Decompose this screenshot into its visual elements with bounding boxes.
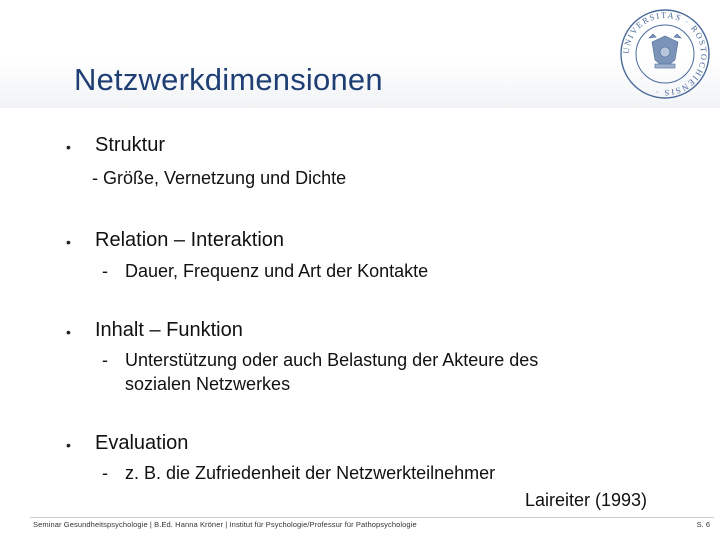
bullet-heading-inhalt: Inhalt – Funktion xyxy=(95,319,243,341)
citation: Laireiter (1993) xyxy=(524,490,647,510)
svg-text:UNIVERSITAS · ROSTOCHIENSIS ·: UNIVERSITAS · ROSTOCHIENSIS · xyxy=(620,9,710,99)
bullet-sub-struktur: - Größe, Vernetzung und Dichte xyxy=(92,168,347,188)
bullet-marker: • xyxy=(66,139,71,155)
bullet-sub-relation: Dauer, Frequenz und Art der Kontakte xyxy=(125,261,429,281)
sub-dash: - xyxy=(102,350,108,370)
bullet-heading-evaluation: Evaluation xyxy=(95,432,189,454)
university-seal-logo xyxy=(619,8,711,100)
bullet-marker: • xyxy=(66,234,71,250)
footer-divider xyxy=(30,517,714,518)
bullet-heading-relation: Relation – Interaktion xyxy=(95,229,285,251)
bullet-sub-inhalt-line1: Unterstützung oder auch Belastung der Akteure des xyxy=(125,350,539,370)
sub-dash: - xyxy=(102,261,108,281)
sub-dash: - xyxy=(102,463,108,483)
bullet-marker: • xyxy=(66,437,71,453)
bullet-sub-evaluation: z. B. die Zufriedenheit der Netzwerkteilnehmer xyxy=(125,463,496,483)
bullet-marker: • xyxy=(66,324,71,340)
footer-text: Seminar Gesundheitspsychologie | B.Ed. Hanna Kröner | Institut für Psychologie/Professur für Pathopsychologie xyxy=(33,520,417,529)
page-number: S. 6 xyxy=(696,520,710,529)
bullet-sub-inhalt-line2: sozialen Netzwerkes xyxy=(125,374,291,394)
bullet-heading-struktur: Struktur xyxy=(95,134,166,156)
slide-title: Netzwerkdimensionen xyxy=(74,62,383,97)
